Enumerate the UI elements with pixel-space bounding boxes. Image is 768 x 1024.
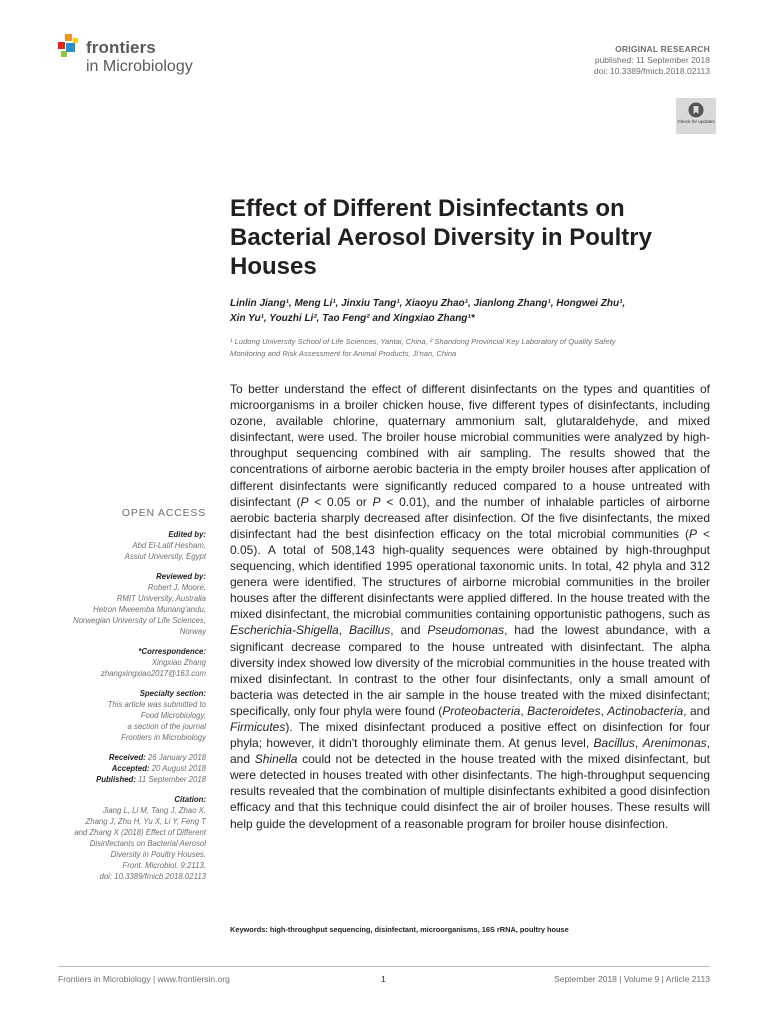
accepted-value: 20 August 2018 <box>149 764 206 773</box>
article-title: Effect of Different Disinfectants on Bacterial Aerosol Diversity in Poultry Houses <box>230 195 652 280</box>
published-date-side <box>46 774 206 785</box>
abstract-text: < 0.05 or <box>308 494 373 509</box>
journal-logo[interactable] <box>58 34 258 84</box>
correspondence-section <box>46 646 206 679</box>
citation-doi[interactable]: doi: 10.3389/fmicb.2018.02113 <box>99 872 206 881</box>
p-symbol: P <box>372 494 381 509</box>
specialty-line: This article was submitted to <box>107 700 206 709</box>
citation-line: Jiang L, Li M, Tang J, Zhao X, <box>102 806 206 815</box>
citation-line: Disinfectants on Bacterial Aerosol <box>89 839 206 848</box>
abstract-text: To better understand the effect of different disinfectants on the types and quantities of microorganisms in a broiler chicken house, five different types of disinfectants, including ozone, available chlorine, quaternary ammonium salt, glutaraldehyde, and mixed disinfectant, were used. The broiler house microbial communities were analyzed by high-throughput sequencing combined with air sampling. The results showed that the concentrations of airborne aerobic bacteria in the empty broiler houses after application of different disinfectants were significantly reduced compared to a house untreated with disinfectant ( <box>230 382 710 509</box>
footer-divider <box>58 966 710 967</box>
specialty-heading: Specialty section: <box>139 689 206 698</box>
footer-issue-info: September 2018 | Volume 9 | Article 2113 <box>554 974 710 984</box>
check-for-updates-label: Check for updates <box>677 119 715 124</box>
genus-name: Pseudomonas <box>427 623 505 638</box>
genus-name: Shinella <box>254 752 298 767</box>
authors-line-2: Xin Yu¹, Youzhi Li², Tao Feng² and Xingxiao Zhang¹* <box>230 313 475 324</box>
phylum-name: Bacteroidetes <box>527 703 601 718</box>
specialty-line: Frontiers in Microbiology <box>121 733 206 742</box>
published-date: published: 11 September 2018 <box>594 55 710 65</box>
abstract-text: < 0.05). A total of 508,143 high-quality sequences were obtained by high-throughput sequencing, which identified 1995 operational taxonomic units. In total, 42 phyla and 312 genera were identified. The structures of airborne microbial communities in the broiler houses after the different disinfectants were applied differed. In the house treated with the mixed disinfectant, the microbial communities containing opportunistic pathogens, such as <box>230 526 711 622</box>
article-type: ORIGINAL RESEARCH <box>615 44 710 54</box>
separator: , <box>520 703 528 718</box>
page-number: 1 <box>381 974 386 984</box>
reviewer-line: Norwegian University of Life Sciences, <box>72 616 206 625</box>
abstract <box>230 381 710 832</box>
genus-name: Escherichia-Shigella <box>230 623 339 638</box>
separator: , and <box>230 736 710 767</box>
specialty-section <box>46 688 206 743</box>
specialty-line: Food Microbiology, <box>140 711 206 720</box>
journal-name-line1: frontiers <box>86 38 156 57</box>
citation-line: Diversity in Poultry Houses. <box>110 850 206 859</box>
genus-name: Bacillus <box>348 623 391 638</box>
p-symbol: P <box>300 494 309 509</box>
author-list <box>230 296 710 326</box>
phylum-name: Firmicutes <box>230 719 286 734</box>
citation-line: and Zhang X (2018) Effect of Different <box>74 828 206 837</box>
reviewed-by-section <box>46 571 206 637</box>
separator: , and <box>390 623 428 638</box>
accepted-date <box>46 763 206 774</box>
dates-section <box>46 752 206 785</box>
doi[interactable]: doi: 10.3389/fmicb.2018.02113 <box>593 66 710 76</box>
correspondence-name: Xingxiao Zhang <box>151 658 206 667</box>
p-symbol: P <box>688 526 697 541</box>
phylum-name: Proteobacteria <box>442 703 521 718</box>
separator: , and <box>683 703 710 718</box>
affiliations-line-2: Monitoring and Risk Assessment for Animal Products, Ji'nan, China <box>230 349 457 358</box>
received-value: 26 January 2018 <box>145 753 206 762</box>
separator: , <box>338 623 349 638</box>
reviewer-line: Robert J. Moore, <box>147 583 206 592</box>
open-access-label: OPEN ACCESS <box>121 507 206 519</box>
specialty-line: a section of the journal <box>127 722 206 731</box>
correspondence-heading: *Correspondence: <box>138 647 206 656</box>
citation-heading: Citation: <box>174 795 206 804</box>
reviewer-line: Norway <box>179 627 206 636</box>
phylum-name: Actinobacteria <box>607 703 684 718</box>
citation-line: Zhang J, Zhu H, Yu X, Li Y, Feng T <box>85 817 206 826</box>
correspondence-email[interactable]: zhangxingxiao2017@163.com <box>100 669 206 678</box>
affiliations <box>230 336 710 360</box>
separator: , <box>634 736 643 751</box>
affiliations-line-1: ¹ Ludong University School of Life Sciences, Yantai, China, ² Shandong Provincial Key Laboratory of Quality Safety <box>230 337 616 346</box>
abstract-text: , had the lowest abundance, with a significant decrease compared to the house untreated with disinfectant. The alpha diversity index showed low diversity of the microbial communities in the house treated with mixed disinfectant. In contrast to the other four disinfectants, only a small amount of bacteria was detected in the air sample in the house treated with the mixed disinfectant; specifically, only four phyla were found ( <box>230 623 711 718</box>
footer-journal-link[interactable]: Frontiers in Microbiology | www.frontiersin.org <box>58 974 230 984</box>
editor-affiliation: Assiut University, Egypt <box>124 552 206 561</box>
reviewed-by-heading: Reviewed by: <box>156 572 206 581</box>
authors-line-1: Linlin Jiang¹, Meng Li¹, Jinxiu Tang¹, Xiaoyu Zhao¹, Jianlong Zhang¹, Hongwei Zhu¹, <box>230 298 626 309</box>
published-label: Published: <box>96 775 136 784</box>
sidebar <box>46 508 206 891</box>
check-for-updates-button[interactable] <box>676 98 716 134</box>
editor-name: Abd El-Latif Hesham, <box>132 541 206 550</box>
edited-by-heading: Edited by: <box>168 530 206 539</box>
article-meta <box>594 44 710 77</box>
bookmark-icon <box>688 102 704 118</box>
journal-name-line2: in Microbiology <box>86 58 193 75</box>
reviewer-line: Hetron Mweemba Munang'andu, <box>93 605 206 614</box>
accepted-label: Accepted: <box>111 764 150 773</box>
edited-by-section <box>46 529 206 562</box>
abstract-text: ). The mixed disinfectant produced a positive effect on disinfection for four phyla; however, it didn't thoroughly eliminate them. At genus level, <box>230 719 710 751</box>
published-value: 11 September 2018 <box>135 775 206 784</box>
abstract-text: < 0.01), and the number of inhalable particles of airborne aerobic bacteria sharply decreased after disinfection. Of the five disinfectants, the mixed disinfectant had the best disinfection efficacy on the total microbial communities ( <box>230 494 710 541</box>
genus-name: Arenimonas <box>642 736 707 751</box>
received-label: Received: <box>108 753 146 762</box>
separator: , <box>600 703 608 718</box>
reviewer-line: RMIT University, Australia <box>116 594 206 603</box>
keywords: Keywords: high-throughput sequencing, disinfectant, microorganisms, 16S rRNA, poultry house <box>230 925 569 934</box>
frontiers-logo-icon <box>58 34 80 60</box>
citation-section <box>46 794 206 882</box>
citation-line: Front. Microbiol. 9:2113. <box>122 861 206 870</box>
genus-name: Bacillus <box>593 736 635 751</box>
abstract-text: could not be detected in the house treated with the mixed disinfectant, but were detected in houses treated with other disinfectants. The high-throughput sequencing results revealed that the combination of multiple disinfectants exhibited a good disinfection efficacy and that this technique could disinfect the air of broiler houses. These results will help guide the development of a reasonable program for broiler house disinfection. <box>230 752 711 831</box>
received-date <box>46 752 206 763</box>
